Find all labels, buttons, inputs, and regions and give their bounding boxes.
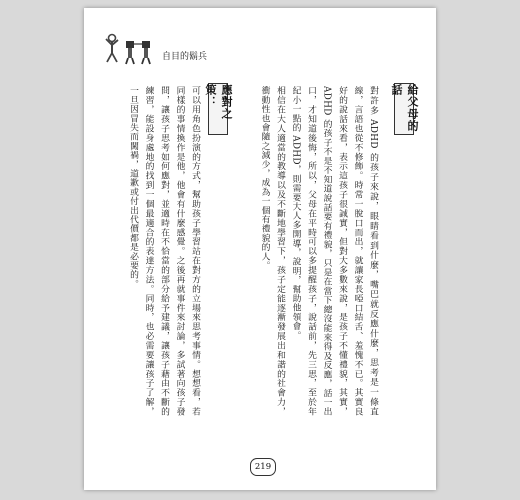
series-title: 自目的鬍兵 bbox=[162, 52, 208, 62]
paragraph: 可以用角色扮演的方式，幫助孩子學習站在對方的立場來思考事情。想想看，若同樣的事情換作是他，他會有什麼感覺。之後再就事件來討論，多試著向孩子發問，讓孩子思考如何應對，並適時在不恰當的部分給予建議，讓孩子藉由不斷的練習，能設身處地的找到一個最適合的表達方法。同時，也必需要讓孩子了解，一旦因冒失而闖禍，道歉或付出代價都是必要的。 bbox=[128, 86, 200, 416]
section-heading-parents: 給父母的話 bbox=[394, 83, 414, 135]
paragraph: 相信在大人適當的教導以及不斷地學習下，孩子定能逐漸發展出和諧的社會力，衝動性也會隨之減少，成為一個有禮貌的人。 bbox=[259, 86, 285, 416]
book-page bbox=[84, 8, 436, 490]
paragraph: 對許多 ADHD 的孩子來說，眼睛看到什麼，嘴巴就反應什麼，思考是一條直線，言語也從不修飾。時常一脫口而出，就讓家長啞口結舌、羞愧不已。其實良好的說話來看，表示這孩子很誠實，但對大多數來說，是孩子不懂禮貌，其實，ADHD 的孩子不是不知道說話要有禮貌，只是在當下總沒能來得及反應，話一出口，才知道後悔，所以，父母在平時可以多提醒孩子，說話前，先三思，至於年紀小一點的 ADHD，則需要大人多開導，說明，幫助他領會。 bbox=[290, 86, 378, 416]
page-number: 219 bbox=[250, 458, 276, 476]
section-body-strategy bbox=[124, 86, 202, 416]
section-body-parents bbox=[234, 86, 380, 416]
page-header bbox=[104, 33, 304, 67]
children-figures-icon bbox=[104, 33, 158, 65]
section-heading-strategy: 應對之策： bbox=[208, 83, 228, 135]
